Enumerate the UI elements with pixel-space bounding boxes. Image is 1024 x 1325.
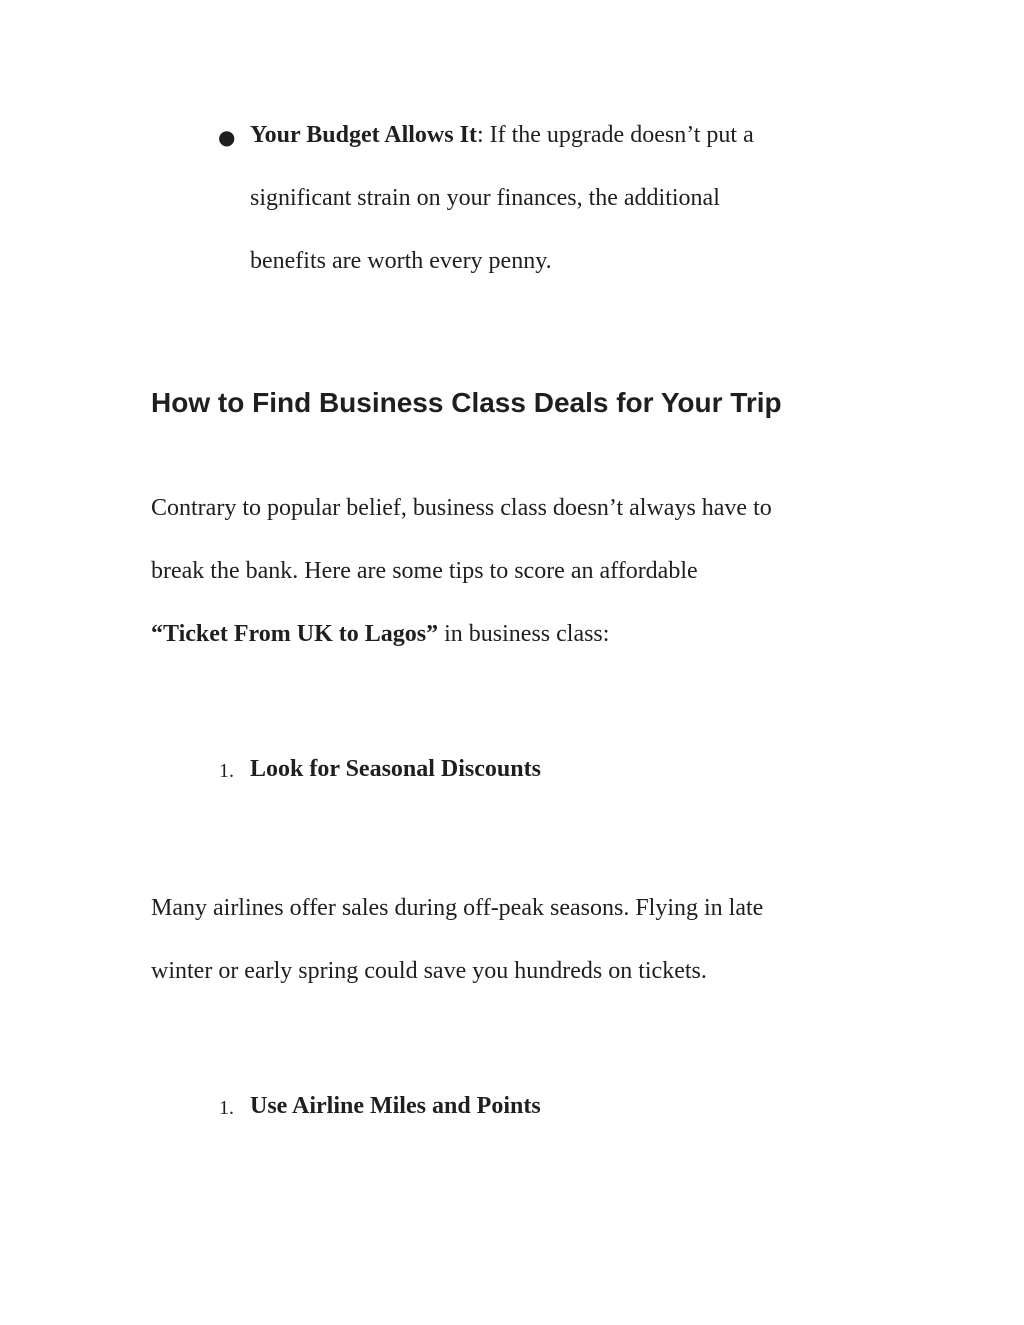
tip-title-2 (250, 1091, 541, 1121)
intro-line-1: Contrary to popular belief, business class doesn’t always have to (151, 495, 772, 521)
bullet-line-2: significant strain on your finances, the additional (250, 185, 720, 211)
tip-number-2: 1. (219, 1097, 234, 1119)
section-heading: How to Find Business Class Deals for Your Trip (151, 387, 782, 418)
bullet-line-1-text: : If the upgrade doesn’t put a (476, 122, 754, 148)
tip-title-2-text: Use Airline Miles and Points (250, 1093, 541, 1119)
intro-line-3-text: in business class: (438, 621, 610, 647)
seasonal-line-1: Many airlines offer sales during off-peak seasons. Flying in late (151, 895, 764, 921)
tip-title-1 (250, 754, 541, 784)
bullet-title: Your Budget Allows It (250, 122, 477, 148)
bullet-line-1 (250, 120, 754, 150)
intro-line-2: break the bank. Here are some tips to score an affordable (151, 558, 698, 584)
bullet-line-3: benefits are worth every penny. (250, 248, 552, 274)
bullet-marker: ● (218, 125, 236, 149)
seasonal-line-2: winter or early spring could save you hundreds on tickets. (151, 958, 707, 984)
intro-line-3 (151, 619, 609, 649)
tip-title-1-text: Look for Seasonal Discounts (250, 756, 541, 782)
intro-bold-phrase: “Ticket From UK to Lagos” (151, 621, 439, 647)
tip-number-1: 1. (219, 760, 234, 782)
